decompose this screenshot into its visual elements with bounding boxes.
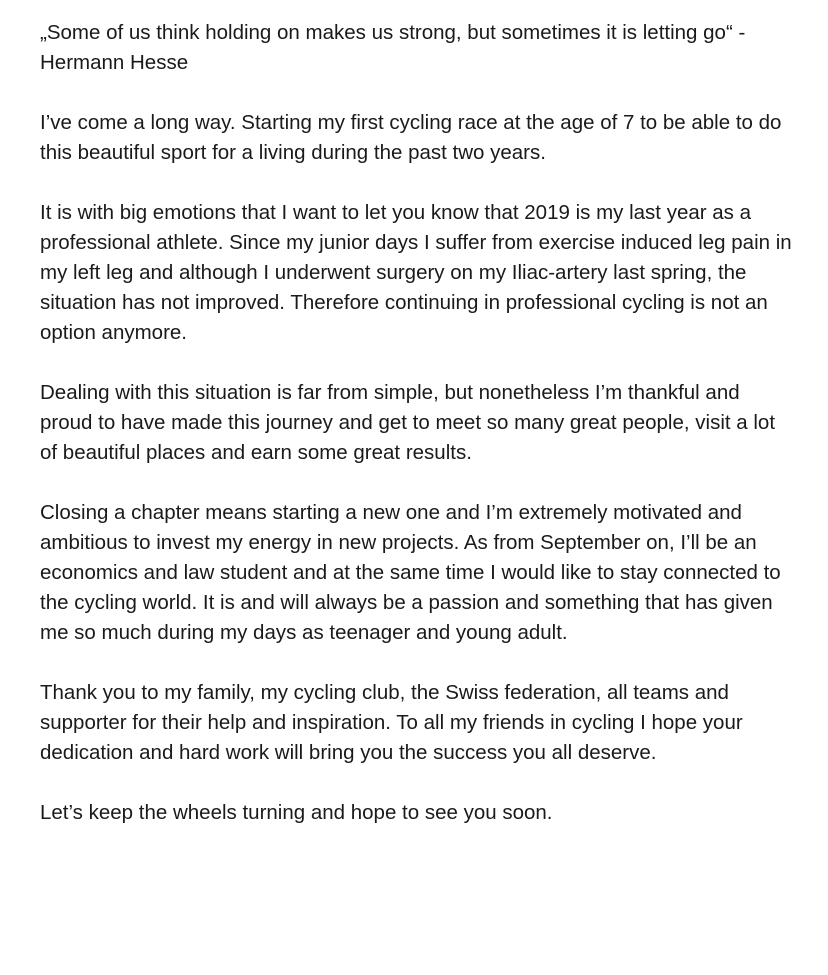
paragraph-gratitude: Dealing with this situation is far from simple, but nonetheless I’m thankful and proud to have made this journey and get to meet so many great people, visit a lot of beautiful places and earn some great results. [40,381,776,464]
paragraph-announcement: It is with big emotions that I want to let you know that 2019 is my last year as a professional athlete. Since my junior days I suffer from exercise induced leg pain in my left leg and although I underwent surgery on my Iliac-artery last spring, the situation has not improved. Therefore continuing in professional cycling is not an option anymore. [40,201,792,344]
paragraph-closing: Let’s keep the wheels turning and hope to see you soon. [40,801,553,824]
letter-body [40,18,792,858]
epigraph-quote: „Some of us think holding on makes us strong, but sometimes it is letting go“ - Hermann Hesse [40,21,746,74]
paragraph-thanks: Thank you to my family, my cycling club, the Swiss federation, all teams and supporter for their help and inspiration. To all my friends in cycling I hope your dedication and hard work will bring you the success you all deserve. [40,681,743,764]
paragraph-new-chapter: Closing a chapter means starting a new one and I’m extremely motivated and ambitious to invest my energy in new projects. As from September on, I’ll be an economics and law student and at the same time I would like to stay connected to the cycling world. It is and will always be a passion and something that has given me so much during my days as teenager and young adult. [40,501,781,644]
paragraph-intro: I’ve come a long way. Starting my first cycling race at the age of 7 to be able to do this beautiful sport for a living during the past two years. [40,111,782,164]
